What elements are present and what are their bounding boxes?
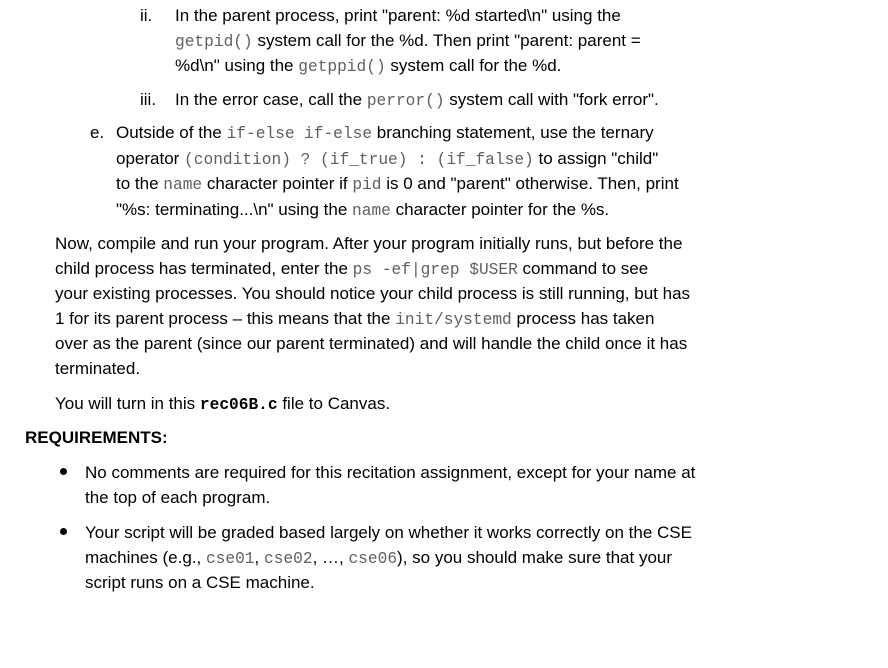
code-cse01: cse01 — [205, 549, 255, 568]
code-ps-grep: ps -ef|grep $USER — [352, 260, 518, 279]
code-getppid: getppid() — [298, 58, 386, 77]
code-ternary: (condition) ? (if_true) : (if_false) — [184, 150, 534, 169]
code-pid: pid — [352, 176, 382, 195]
code-getpid: getpid() — [175, 32, 253, 51]
code-if-else-2: if-else — [304, 125, 373, 143]
compile-line-2: child process has terminated, enter the ps -ef|grep $USER command to see — [55, 258, 649, 279]
filename-rec06b: rec06B.c — [199, 396, 278, 414]
compile-line-5: over as the parent (since our parent terminated) and will handle the child once it has — [55, 334, 688, 354]
item-iii-text: In the error case, call the perror() system call with "fork error". — [175, 90, 659, 110]
list-marker-ii: ii. — [140, 6, 153, 25]
item-e-text — [116, 121, 756, 223]
item-ii-line-3: %d\n" using the getppid() system call for the %d. — [175, 56, 562, 77]
list-marker-e: e. — [90, 123, 105, 142]
item-ii-text — [175, 4, 735, 80]
compile-line-3: your existing processes. You should notice your child process is still running, but has — [55, 284, 691, 304]
item-e-line-2: operator (condition) ? (if_true) : (if_false) to assign "child" — [116, 148, 659, 169]
bullet-dot-icon — [60, 468, 67, 475]
requirements-heading: REQUIREMENTS: — [25, 428, 168, 447]
code-name-1: name — [163, 176, 203, 195]
code-perror: perror() — [366, 92, 445, 110]
item-e-line-1: Outside of the if-else if-else branching statement, use the ternary — [116, 123, 654, 143]
code-if-else-1: if-else — [226, 125, 295, 143]
compile-line-6: terminated. — [55, 358, 141, 378]
compile-line-4: 1 for its parent process – this means that the init/systemd process has taken — [55, 308, 655, 329]
bullet-dot-icon — [60, 528, 67, 535]
compile-paragraph — [55, 232, 755, 382]
list-marker-iii: iii. — [140, 90, 157, 109]
code-cse02: cse02 — [263, 549, 313, 568]
compile-line-1: Now, compile and run your program. After your program initially runs, but before the — [55, 234, 683, 253]
item-ii-line-1: In the parent process, print "parent: %d started\n" using the — [175, 6, 621, 25]
code-cse06: cse06 — [348, 549, 398, 568]
turnin-paragraph: You will turn in this rec06B.c file to Canvas. — [55, 394, 391, 414]
code-name-2: name — [352, 201, 391, 220]
code-init-systemd: init/systemd — [395, 310, 512, 329]
item-ii-line-2: getpid() system call for the %d. Then print "parent: parent = — [175, 30, 641, 51]
item-e-line-4: "%s: terminating...\n" using the name character pointer for the %s. — [116, 199, 610, 220]
item-e-line-3: to the name character pointer if pid is 0 and "parent" otherwise. Then, print — [116, 174, 679, 195]
requirement-bullet-2: Your script will be graded based largely on whether it works correctly on the CSE machines (e.g., cse01, cse02, …, cse06), so you should make sure that your script runs on a CSE machine. — [85, 523, 692, 593]
requirement-bullet-1: No comments are required for this recitation assignment, except for your name at the top of each program. — [85, 463, 696, 507]
